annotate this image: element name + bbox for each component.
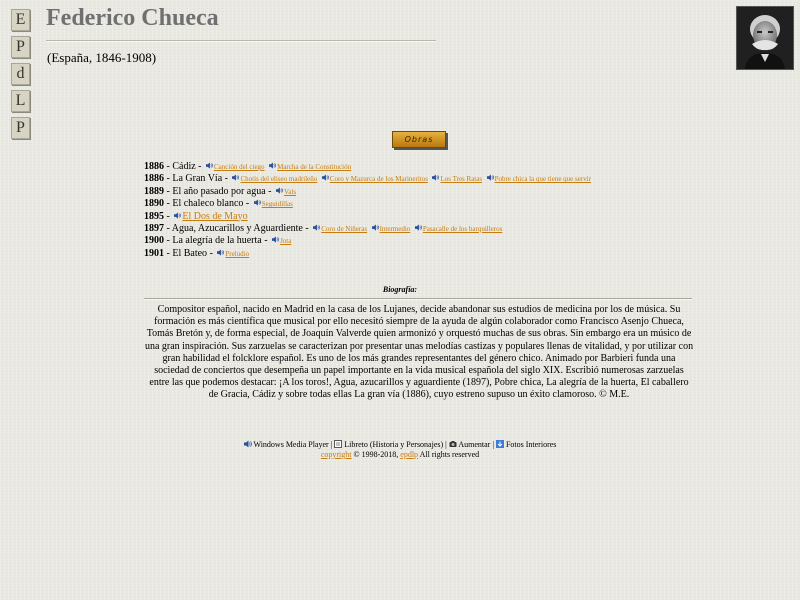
- biography-text: Compositor español, nacido en Madrid en la casa de los Lujanes, decide abandonar sus estudios de medicina por los de música. Su formación es más científica que musical por ello necesitó siempre de la ayuda de algún colaborador como Francisco Asenjo Chueca, Tomás Bretón y, de forma especial, de Joaquín Valverde quien armonizó y orquestó muchas de sus obras. Sin embargo era un músico de una gran inspiración. Sus zarzuelas se caracterizan por presentar unas melodías castizas y populares llenas de vitalidad, y por utilizar con gran habilidad el folcklore español. Es uno de los más grandes representantes del género chico. Animado por Barbieri funda una sociedad de conciertos que desempeña un papel importante en la vida musical española del siglo XIX. Escribió numerosas zarzuelas entre las que podemos destacar: ¡A los toros!, Agua, azucarillos y aguardiente (1897), Pobre chica, La alegría de la huerta, El caballero de Gracia, Cádiz y sobre todas ellas La gran vía (1886), cuyo estreno supuso un éxito clamoroso. © M.E.: [144, 304, 694, 401]
- legend-label-fotos: Fotos Interiores: [505, 440, 557, 449]
- rights-text: All rights reserved: [419, 450, 480, 459]
- logo-letter-d: d: [11, 63, 30, 85]
- biography-label: Biografía:: [382, 285, 418, 294]
- speaker-icon: [272, 236, 279, 243]
- work-row: 1897 - Agua, Azucarillos y Aguardiente - Coro de Niñeras Intermedio Pasacalle de los barquilleros: [144, 222, 503, 234]
- speaker-icon: [232, 174, 239, 181]
- speaker-icon: [254, 199, 261, 206]
- audio-link[interactable]: Coro y Mazurca de los Marineritos: [329, 175, 428, 184]
- site-logo[interactable]: [11, 9, 31, 144]
- audio-link[interactable]: Coro de Niñeras: [321, 224, 368, 233]
- work-title: El chaleco blanco: [172, 198, 244, 210]
- speaker-icon: [217, 249, 224, 256]
- audio-link[interactable]: Vals: [284, 187, 297, 196]
- work-row: 1900 - La alegría de la huerta - Jota: [144, 235, 292, 247]
- legend-label-aumentar: Aumentar: [458, 440, 491, 449]
- speaker-icon: [313, 224, 320, 231]
- epdlp-link[interactable]: epdlp: [400, 450, 419, 459]
- legend-label-libreto: Libreto (Historia y Personajes): [344, 440, 444, 449]
- work-title: La alegría de la huerta: [172, 235, 262, 247]
- work-year: 1886: [144, 161, 164, 172]
- work-year: 1900: [144, 235, 164, 247]
- biography-divider: [144, 298, 692, 300]
- speaker-icon: [487, 174, 494, 181]
- speaker-icon: [244, 440, 252, 448]
- work-title: Cádiz: [172, 161, 196, 172]
- title-divider: [46, 40, 436, 42]
- audio-link[interactable]: Preludio: [225, 249, 250, 258]
- work-row: 1895 - El Dos de Mayo: [144, 210, 248, 222]
- speaker-icon: [372, 224, 379, 231]
- composer-dates: (España, 1846-1908): [47, 50, 157, 65]
- logo-letter-p2: P: [11, 117, 30, 139]
- work-year: 1890: [144, 198, 164, 210]
- copyright-link[interactable]: copyright: [320, 450, 352, 459]
- work-row: 1901 - El Bateo - Preludio: [144, 247, 250, 259]
- footer: [0, 440, 800, 460]
- work-year: 1886: [144, 173, 164, 185]
- work-year: 1897: [144, 222, 164, 234]
- logo-letter-l: L: [11, 90, 30, 112]
- speaker-icon: [415, 224, 422, 231]
- logo-letter-p: P: [11, 36, 30, 58]
- audio-link[interactable]: Chotis del eliseo madrileño: [240, 175, 318, 184]
- work-row: 1886 - Cádiz - Canción del ciego Marcha de la Constitución: [144, 161, 352, 172]
- work-row: 1886 - La Gran Vía - Chotis del eliseo madrileño Coro y Mazurca de los Marineritos Los Tres Ratas Pobre chica la que tiene que servir: [144, 173, 591, 185]
- legend-label-wmp: Windows Media Player: [253, 440, 329, 449]
- footer-legend: Windows Media Player | Libreto (Historia y Personajes) | Aumentar | Fotos Interiores: [0, 440, 800, 450]
- work-year: 1895: [144, 210, 164, 222]
- speaker-icon: [322, 174, 329, 181]
- work-title: La Gran Vía: [172, 173, 223, 185]
- portrait-image: [737, 7, 793, 69]
- logo-letter-e: E: [11, 9, 30, 31]
- audio-link[interactable]: Pasacalle de los barquilleros: [422, 224, 503, 233]
- audio-link[interactable]: Seguidillas: [261, 200, 293, 209]
- speaker-icon: [269, 162, 276, 169]
- composer-portrait[interactable]: [736, 6, 794, 70]
- speaker-icon: [432, 174, 439, 181]
- audio-link[interactable]: Intermedio: [379, 224, 411, 233]
- work-row: 1890 - El chaleco blanco - Seguidillas: [144, 198, 293, 210]
- work-title: Agua, Azucarillos y Aguardiente: [171, 222, 303, 234]
- footer-copyright: [0, 450, 800, 460]
- works-list: [144, 161, 704, 260]
- obras-button[interactable]: Obras: [392, 131, 446, 148]
- speaker-icon: [174, 212, 181, 219]
- work-title: El año pasado por agua: [172, 185, 266, 197]
- work-title: El Bateo: [172, 247, 208, 259]
- speaker-icon: [276, 187, 283, 194]
- audio-link[interactable]: Marcha de la Constitución: [277, 163, 352, 171]
- audio-link[interactable]: Los Tres Ratas: [440, 175, 483, 184]
- download-icon: [496, 440, 504, 448]
- audio-link[interactable]: El Dos de Mayo: [182, 210, 248, 222]
- copyright-years: © 1998-2018,: [353, 450, 399, 459]
- work-year: 1889: [144, 185, 164, 197]
- speaker-icon: [206, 162, 213, 169]
- audio-link[interactable]: Canción del ciego: [214, 163, 265, 171]
- audio-link[interactable]: Jota: [280, 237, 292, 246]
- page-title: Federico Chueca: [46, 5, 219, 31]
- work-year: 1901: [144, 247, 164, 259]
- work-row: 1889 - El año pasado por agua - Vals: [144, 185, 297, 197]
- camera-icon: [449, 440, 457, 448]
- audio-link[interactable]: Pobre chica la que tiene que servir: [494, 175, 591, 184]
- libretto-icon: [334, 440, 342, 448]
